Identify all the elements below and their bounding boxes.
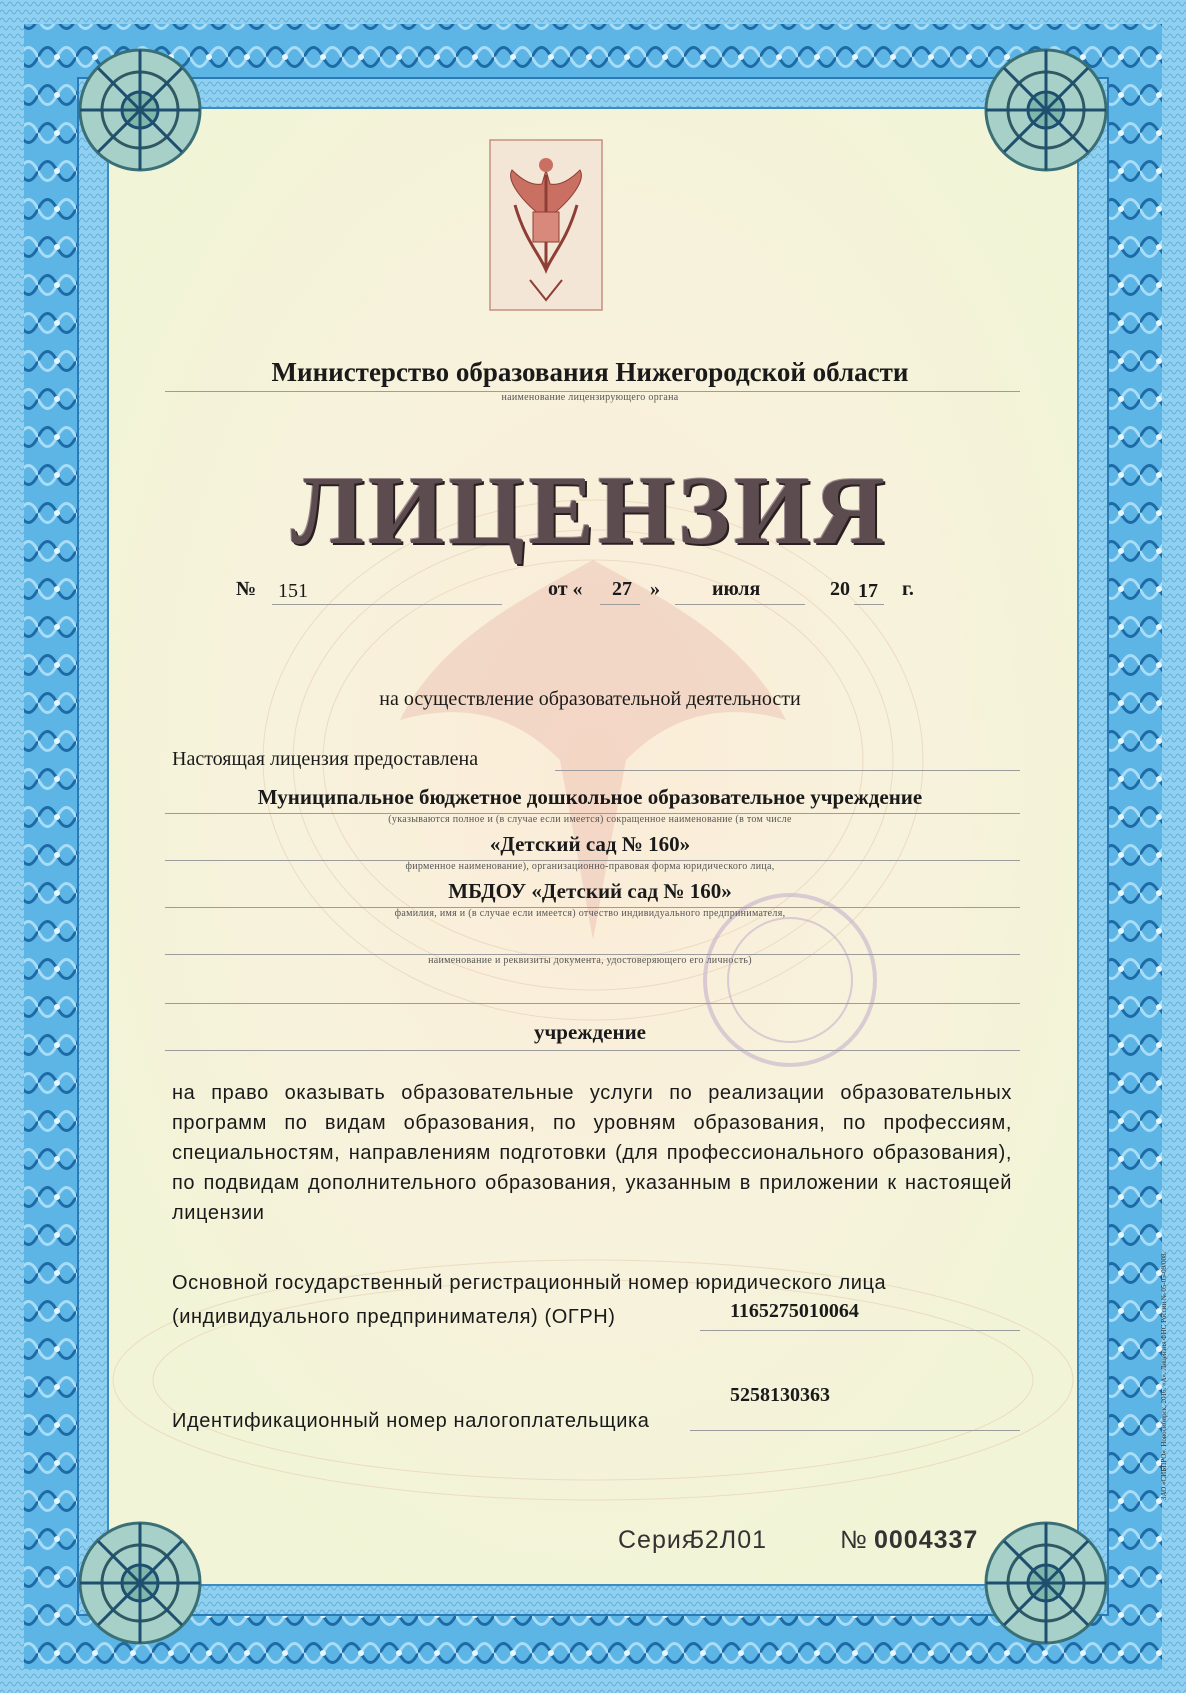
granted-org-form: учреждение bbox=[533, 1020, 647, 1044]
issuer-caption: наименование лицензирующего органа bbox=[501, 392, 679, 403]
license-year-prefix: 20 bbox=[830, 578, 850, 600]
license-purpose: на осуществление образовательной деятельности bbox=[379, 688, 801, 710]
license-month: июля bbox=[712, 578, 761, 600]
granted-full-name: Муниципальное бюджетное дошкольное образовательное учреждение bbox=[257, 785, 923, 809]
license-date-from-label: от « bbox=[548, 578, 583, 600]
printer-note: ЗАО «СИБПРО». Новосибирск, 2016. «А». Лицензия ФНС России № 05-05-09/008. bbox=[1160, 1251, 1168, 1500]
license-number: 151 bbox=[278, 580, 308, 602]
document-title: ЛИЦЕНЗИЯ bbox=[291, 457, 889, 565]
license-number-label: № bbox=[236, 578, 257, 600]
coat-of-arms-emblem bbox=[490, 140, 602, 310]
granted-caption-2: фирменное наименование), организационно-правовая форма юридического лица, bbox=[405, 861, 775, 872]
ogrn-label-line2: (индивидуального предпринимателя) (ОГРН) bbox=[172, 1306, 616, 1328]
license-year-suffix: 17 bbox=[858, 580, 878, 602]
inn-label: Идентификационный номер налогоплательщика bbox=[172, 1410, 650, 1432]
granted-caption-4: наименование и реквизиты документа, удостоверяющего его личность) bbox=[428, 955, 752, 966]
rights-text: на право оказывать образовательные услуги по реализации образовательных программ по видам образования, по уровням образования, по профессиям, специальностям, направлениям подготовки (для профессионального образования), по подвидам дополнительного образования, указанным в приложении к настоящей лицензии bbox=[172, 1082, 1012, 1224]
blank-number: 0004337 bbox=[874, 1526, 979, 1554]
blank-series-label: Серия bbox=[618, 1526, 697, 1554]
license-day: 27 bbox=[612, 578, 632, 600]
license-day-close: » bbox=[650, 578, 660, 600]
blank-number-label: № bbox=[840, 1526, 868, 1554]
blank-series: 52Л01 bbox=[690, 1526, 768, 1554]
ogrn-label-line1: Основной государственный регистрационный номер юридического лица bbox=[172, 1272, 887, 1294]
issuer-name: Министерство образования Нижегородской области bbox=[271, 357, 909, 387]
granted-label: Настоящая лицензия предоставлена bbox=[172, 748, 479, 770]
inn-value: 5258130363 bbox=[730, 1384, 830, 1406]
granted-brand-name: «Детский сад № 160» bbox=[489, 832, 691, 856]
ogrn-value: 1165275010064 bbox=[730, 1300, 859, 1322]
granted-caption-1: (указываются полное и (в случае если имеется) сокращенное наименование (в том числе bbox=[388, 814, 792, 825]
license-year-label: г. bbox=[902, 578, 914, 600]
granted-short-name: МБДОУ «Детский сад № 160» bbox=[448, 879, 732, 903]
license-number-date-line bbox=[0, 578, 1186, 614]
granted-caption-3: фамилия, имя и (в случае если имеется) отчество индивидуального предпринимателя, bbox=[394, 908, 786, 919]
